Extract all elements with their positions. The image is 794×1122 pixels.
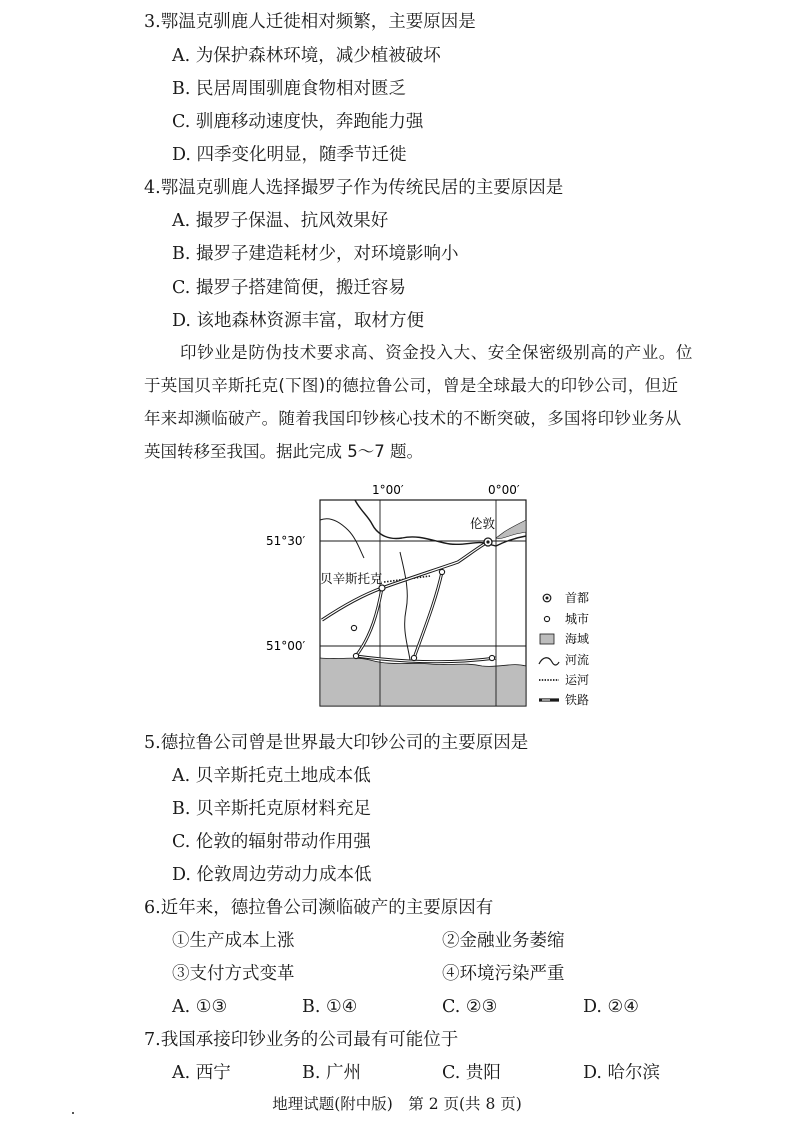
label-london: 伦敦 [470, 516, 496, 531]
question-4-stem: 4.鄂温克驯鹿人选择撮罗子作为传统民居的主要原因是 [144, 178, 564, 198]
legend-river: 河流 [565, 653, 590, 667]
question-3-option-c: C. 驯鹿移动速度快，奔跑能力强 [172, 112, 424, 132]
question-5-option-a: A. 贝辛斯托克土地成本低 [172, 766, 371, 786]
question-5-option-c: C. 伦敦的辐射带动作用强 [172, 832, 371, 852]
city-marker [411, 655, 416, 660]
question-6-item-4: ④环境污染严重 [442, 964, 565, 984]
question-6-option-c: C. ②③ [442, 997, 498, 1017]
legend-capital: 首都 [565, 591, 590, 605]
question-3-stem: 3.鄂温克驯鹿人迁徙相对频繁，主要原因是 [144, 12, 476, 32]
passage-line-1: 印钞业是防伪技术要求高、资金投入大、安全保密级别高的产业。位 [180, 343, 693, 362]
passage [144, 336, 714, 468]
legend-railway: 铁路 [565, 693, 590, 707]
lat-label-5100: 51°00′ [266, 639, 306, 653]
passage-line-2: 于英国贝辛斯托克(下图)的德拉鲁公司，曾是全球最大的印钞公司，但近 [144, 376, 679, 395]
legend-capital-dot [546, 597, 549, 600]
question-7-option-c: C. 贵阳 [442, 1063, 501, 1083]
question-3-option-a: A. 为保护森林环境，减少植被破坏 [172, 46, 441, 66]
question-6-item-1: ①生产成本上涨 [172, 931, 295, 951]
question-3-option-d: D. 四季变化明显，随季节迁徙 [172, 145, 407, 165]
question-3-option-b: B. 民居周围驯鹿食物相对匮乏 [172, 79, 406, 99]
lat-label-5130: 51°30′ [266, 534, 306, 548]
question-6-option-d: D. ②④ [583, 997, 639, 1017]
question-7-option-d: D. 哈尔滨 [583, 1063, 661, 1083]
scan-speck [72, 1112, 74, 1114]
lon-label-1: 1°00′ [372, 483, 404, 497]
question-4-option-c: C. 撮罗子搭建简便，搬迁容易 [172, 278, 406, 298]
question-5-stem: 5.德拉鲁公司曾是世界最大印钞公司的主要原因是 [144, 733, 529, 753]
question-6-item-3: ③支付方式变革 [172, 964, 295, 984]
city-marker [351, 625, 356, 630]
question-5-option-b: B. 贝辛斯托克原材料充足 [172, 799, 371, 819]
question-5-option-d: D. 伦敦周边劳动力成本低 [172, 865, 372, 885]
question-7-option-b: B. 广州 [302, 1063, 361, 1083]
legend-canal: 运河 [565, 673, 590, 687]
basingstoke-map [260, 480, 600, 710]
legend-city: 城市 [565, 612, 590, 626]
question-4-option-d: D. 该地森林资源丰富，取材方便 [172, 311, 425, 331]
legend-sea: 海域 [565, 632, 590, 646]
question-4-option-a: A. 撮罗子保温、抗风效果好 [172, 211, 389, 231]
city-marker [353, 653, 358, 658]
city-marker [439, 569, 444, 574]
legend-river-icon [539, 658, 559, 665]
question-6-option-b: B. ①④ [302, 997, 358, 1017]
legend-sea-icon [540, 634, 554, 644]
map-legend [539, 590, 589, 707]
label-basingstoke: 贝辛斯托克 [320, 571, 383, 586]
question-6-stem: 6.近年来，德拉鲁公司濒临破产的主要原因有 [144, 898, 494, 918]
question-6-item-2: ②金融业务萎缩 [442, 931, 565, 951]
question-7-stem: 7.我国承接印钞业务的公司最有可能位于 [144, 1030, 459, 1050]
passage-line-3: 年来却濒临破产。随着我国印钞核心技术的不断突破，多国将印钞业务从 [144, 409, 682, 428]
capital-dot [486, 540, 489, 543]
question-4-option-b: B. 撮罗子建造耗材少，对环境影响小 [172, 244, 459, 264]
question-7-option-a: A. 西宁 [172, 1063, 231, 1083]
lon-label-0: 0°00′ [488, 483, 520, 497]
question-6-option-a: A. ①③ [172, 997, 228, 1017]
city-marker [489, 655, 494, 660]
legend-city-icon [544, 616, 549, 621]
page-footer: 地理试题(附中版) 第 2 页(共 8 页) [272, 1095, 522, 1113]
passage-line-4: 英国转移至我国。据此完成 5～7 题。 [144, 442, 423, 461]
